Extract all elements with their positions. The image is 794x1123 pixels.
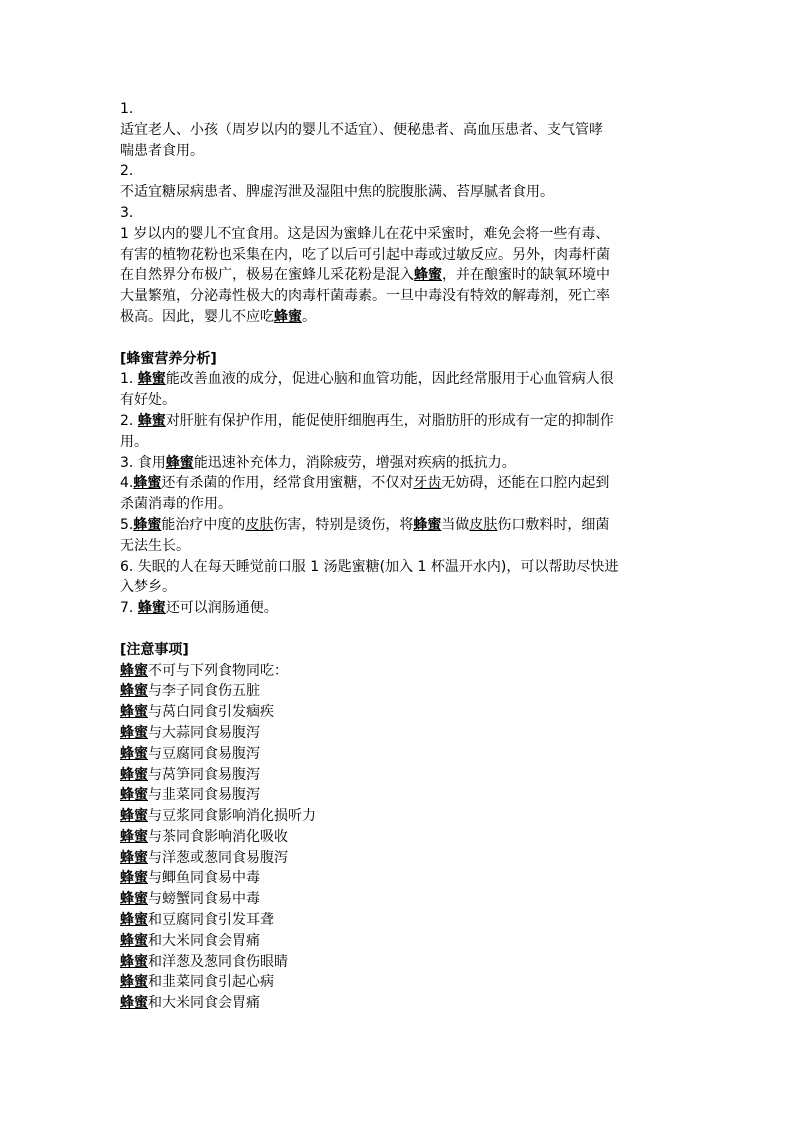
nutrition-item-7: 7. 蜂蜜还可以润肠通便。 xyxy=(120,600,278,617)
caution-item xyxy=(120,993,690,1014)
honey-keyword: 蜂蜜 xyxy=(120,766,148,783)
honey-keyword: 蜂蜜 xyxy=(414,267,442,284)
nutrition-item-5: 5.蜂蜜能治疗中度的皮肤伤害，特别是烫伤，将蜂蜜当做皮肤伤口敷料时，细菌 xyxy=(120,516,610,533)
skin-link[interactable]: 皮肤 xyxy=(469,516,498,533)
nutrition-item-5-cont: 无法生长。 xyxy=(120,537,190,554)
honey-keyword: 蜂蜜 xyxy=(133,516,162,533)
caution-item-text: 与螃蟹同食易中毒 xyxy=(148,891,260,908)
honey-keyword: 蜂蜜 xyxy=(120,932,148,949)
caution-item-text: 与莴笋同食易腹泻 xyxy=(148,766,260,783)
infant-warning-line: 极高。因此，婴儿不应吃蜂蜜。 xyxy=(120,308,316,325)
caution-item xyxy=(120,931,690,952)
nutrition-item-2: 2. 蜂蜜对肝脏有保护作用，能促使肝细胞再生，对脂肪肝的形成有一定的抑制作 xyxy=(120,412,614,429)
honey-keyword: 蜂蜜 xyxy=(120,662,148,679)
document-body xyxy=(120,99,690,1014)
nutrition-item-3: 3. 食用蜂蜜能迅速补充体力，消除疲劳，增强对疾病的抵抗力。 xyxy=(120,454,516,471)
caution-item-text: 与豆浆同食影响消化损听力 xyxy=(148,808,316,825)
caution-item xyxy=(120,765,690,786)
caution-item xyxy=(120,681,690,702)
caution-item-text: 与豆腐同食易腹泻 xyxy=(148,745,260,762)
infant-warning-line: 在自然界分布极广，极易在蜜蜂儿采花粉是混入蜂蜜，并在酿蜜时的缺氧环境中 xyxy=(120,267,610,284)
nutrition-item-6: 6. 失眠的人在每天睡觉前口服 1 汤匙蜜糖(加入 1 杯温开水内)，可以帮助尽快进 xyxy=(120,558,619,575)
honey-keyword: 蜂蜜 xyxy=(120,974,148,991)
caution-item xyxy=(120,848,690,869)
caution-item-text: 与大蒜同食易腹泻 xyxy=(148,724,260,741)
caution-item xyxy=(120,972,690,993)
caution-item-text: 不可与下列食物同吃： xyxy=(148,662,288,679)
honey-keyword: 蜂蜜 xyxy=(120,808,148,825)
honey-keyword: 蜂蜜 xyxy=(133,475,162,492)
honey-keyword: 蜂蜜 xyxy=(120,849,148,866)
caution-item xyxy=(120,910,690,931)
honey-keyword: 蜂蜜 xyxy=(274,308,302,325)
caution-item-text: 与茶同食影响消化吸收 xyxy=(148,828,288,845)
caution-item-text: 与韭菜同食易腹泻 xyxy=(148,787,260,804)
nutrition-item-4-cont: 杀菌消毒的作用。 xyxy=(120,496,232,513)
caution-list xyxy=(120,661,690,1015)
infant-warning-line: 1 岁以内的婴儿不宜食用。这是因为蜜蜂儿在花中采蜜时，难免会将一些有毒、 xyxy=(120,225,610,242)
infant-warning-line: 有害的植物花粉也采集在内，吃了以后可引起中毒或过敏反应。另外，肉毒杆菌 xyxy=(120,246,610,263)
item-number-1: 1. xyxy=(120,101,134,117)
caution-item xyxy=(120,661,690,682)
teeth-link[interactable]: 牙齿 xyxy=(413,475,442,492)
caution-item-text: 和豆腐同食引发耳聋 xyxy=(148,912,274,929)
nutrition-heading: [蜂蜜营养分析] xyxy=(120,350,217,367)
caution-item xyxy=(120,952,690,973)
honey-keyword: 蜂蜜 xyxy=(120,683,148,700)
honey-keyword: 蜂蜜 xyxy=(137,371,166,388)
caution-item-text: 与洋葱或葱同食易腹泻 xyxy=(148,849,288,866)
caution-item xyxy=(120,827,690,848)
nutrition-item-1-cont: 有好处。 xyxy=(120,392,176,409)
caution-item-text: 和大米同食会胃痛 xyxy=(148,995,260,1012)
honey-keyword: 蜂蜜 xyxy=(120,745,148,762)
caution-item-text: 与鲫鱼同食易中毒 xyxy=(148,870,260,887)
honey-keyword: 蜂蜜 xyxy=(413,516,442,533)
honey-keyword: 蜂蜜 xyxy=(120,724,148,741)
caution-heading: [注意事项] xyxy=(120,641,189,658)
honey-keyword: 蜂蜜 xyxy=(137,600,166,617)
caution-item-text: 与莴白同食引发痼疾 xyxy=(148,704,274,721)
honey-keyword: 蜂蜜 xyxy=(165,454,194,471)
nutrition-item-2-cont: 用。 xyxy=(120,433,148,450)
honey-keyword: 蜂蜜 xyxy=(120,787,148,804)
caution-item xyxy=(120,702,690,723)
honey-keyword: 蜂蜜 xyxy=(120,870,148,887)
honey-keyword: 蜂蜜 xyxy=(137,412,166,429)
caution-item-text: 与李子同食伤五脏 xyxy=(148,683,260,700)
caution-item xyxy=(120,744,690,765)
skin-link[interactable]: 皮肤 xyxy=(245,516,274,533)
suitable-text-line: 适宜老人、小孩（周岁以内的婴儿不适宜）、便秘患者、高血压患者、支气管哮 xyxy=(120,121,603,138)
item-number-2: 2. xyxy=(120,163,134,180)
caution-item-text: 和大米同食会胃痛 xyxy=(148,932,260,949)
honey-keyword: 蜂蜜 xyxy=(120,953,148,970)
honey-keyword: 蜂蜜 xyxy=(120,828,148,845)
suitable-text-line: 喘患者食用。 xyxy=(120,142,204,159)
honey-keyword: 蜂蜜 xyxy=(120,704,148,721)
caution-item xyxy=(120,889,690,910)
nutrition-item-4: 4.蜂蜜还有杀菌的作用，经常食用蜜糖，不仅对牙齿无妨碍，还能在口腔内起到 xyxy=(120,475,610,492)
caution-item-text: 和洋葱及葱同食伤眼睛 xyxy=(148,953,288,970)
honey-keyword: 蜂蜜 xyxy=(120,891,148,908)
caution-item xyxy=(120,723,690,744)
caution-item xyxy=(120,806,690,827)
nutrition-item-6-cont: 入梦乡。 xyxy=(120,579,176,596)
item-number-3: 3. xyxy=(120,204,134,221)
nutrition-item-1: 1. 蜂蜜能改善血液的成分，促进心脑和血管功能，因此经常服用于心血管病人很 xyxy=(120,371,614,388)
caution-item xyxy=(120,785,690,806)
caution-item xyxy=(120,868,690,889)
unsuitable-text-line: 不适宜糖尿病患者、脾虚泻泄及湿阻中焦的脘腹胀满、苔厚腻者食用。 xyxy=(120,184,554,201)
caution-item-text: 和韭菜同食引起心病 xyxy=(148,974,274,991)
infant-warning-line: 大量繁殖，分泌毒性极大的肉毒杆菌毒素。一旦中毒没有特效的解毒剂，死亡率 xyxy=(120,288,610,305)
honey-keyword: 蜂蜜 xyxy=(120,912,148,929)
honey-keyword: 蜂蜜 xyxy=(120,995,148,1012)
